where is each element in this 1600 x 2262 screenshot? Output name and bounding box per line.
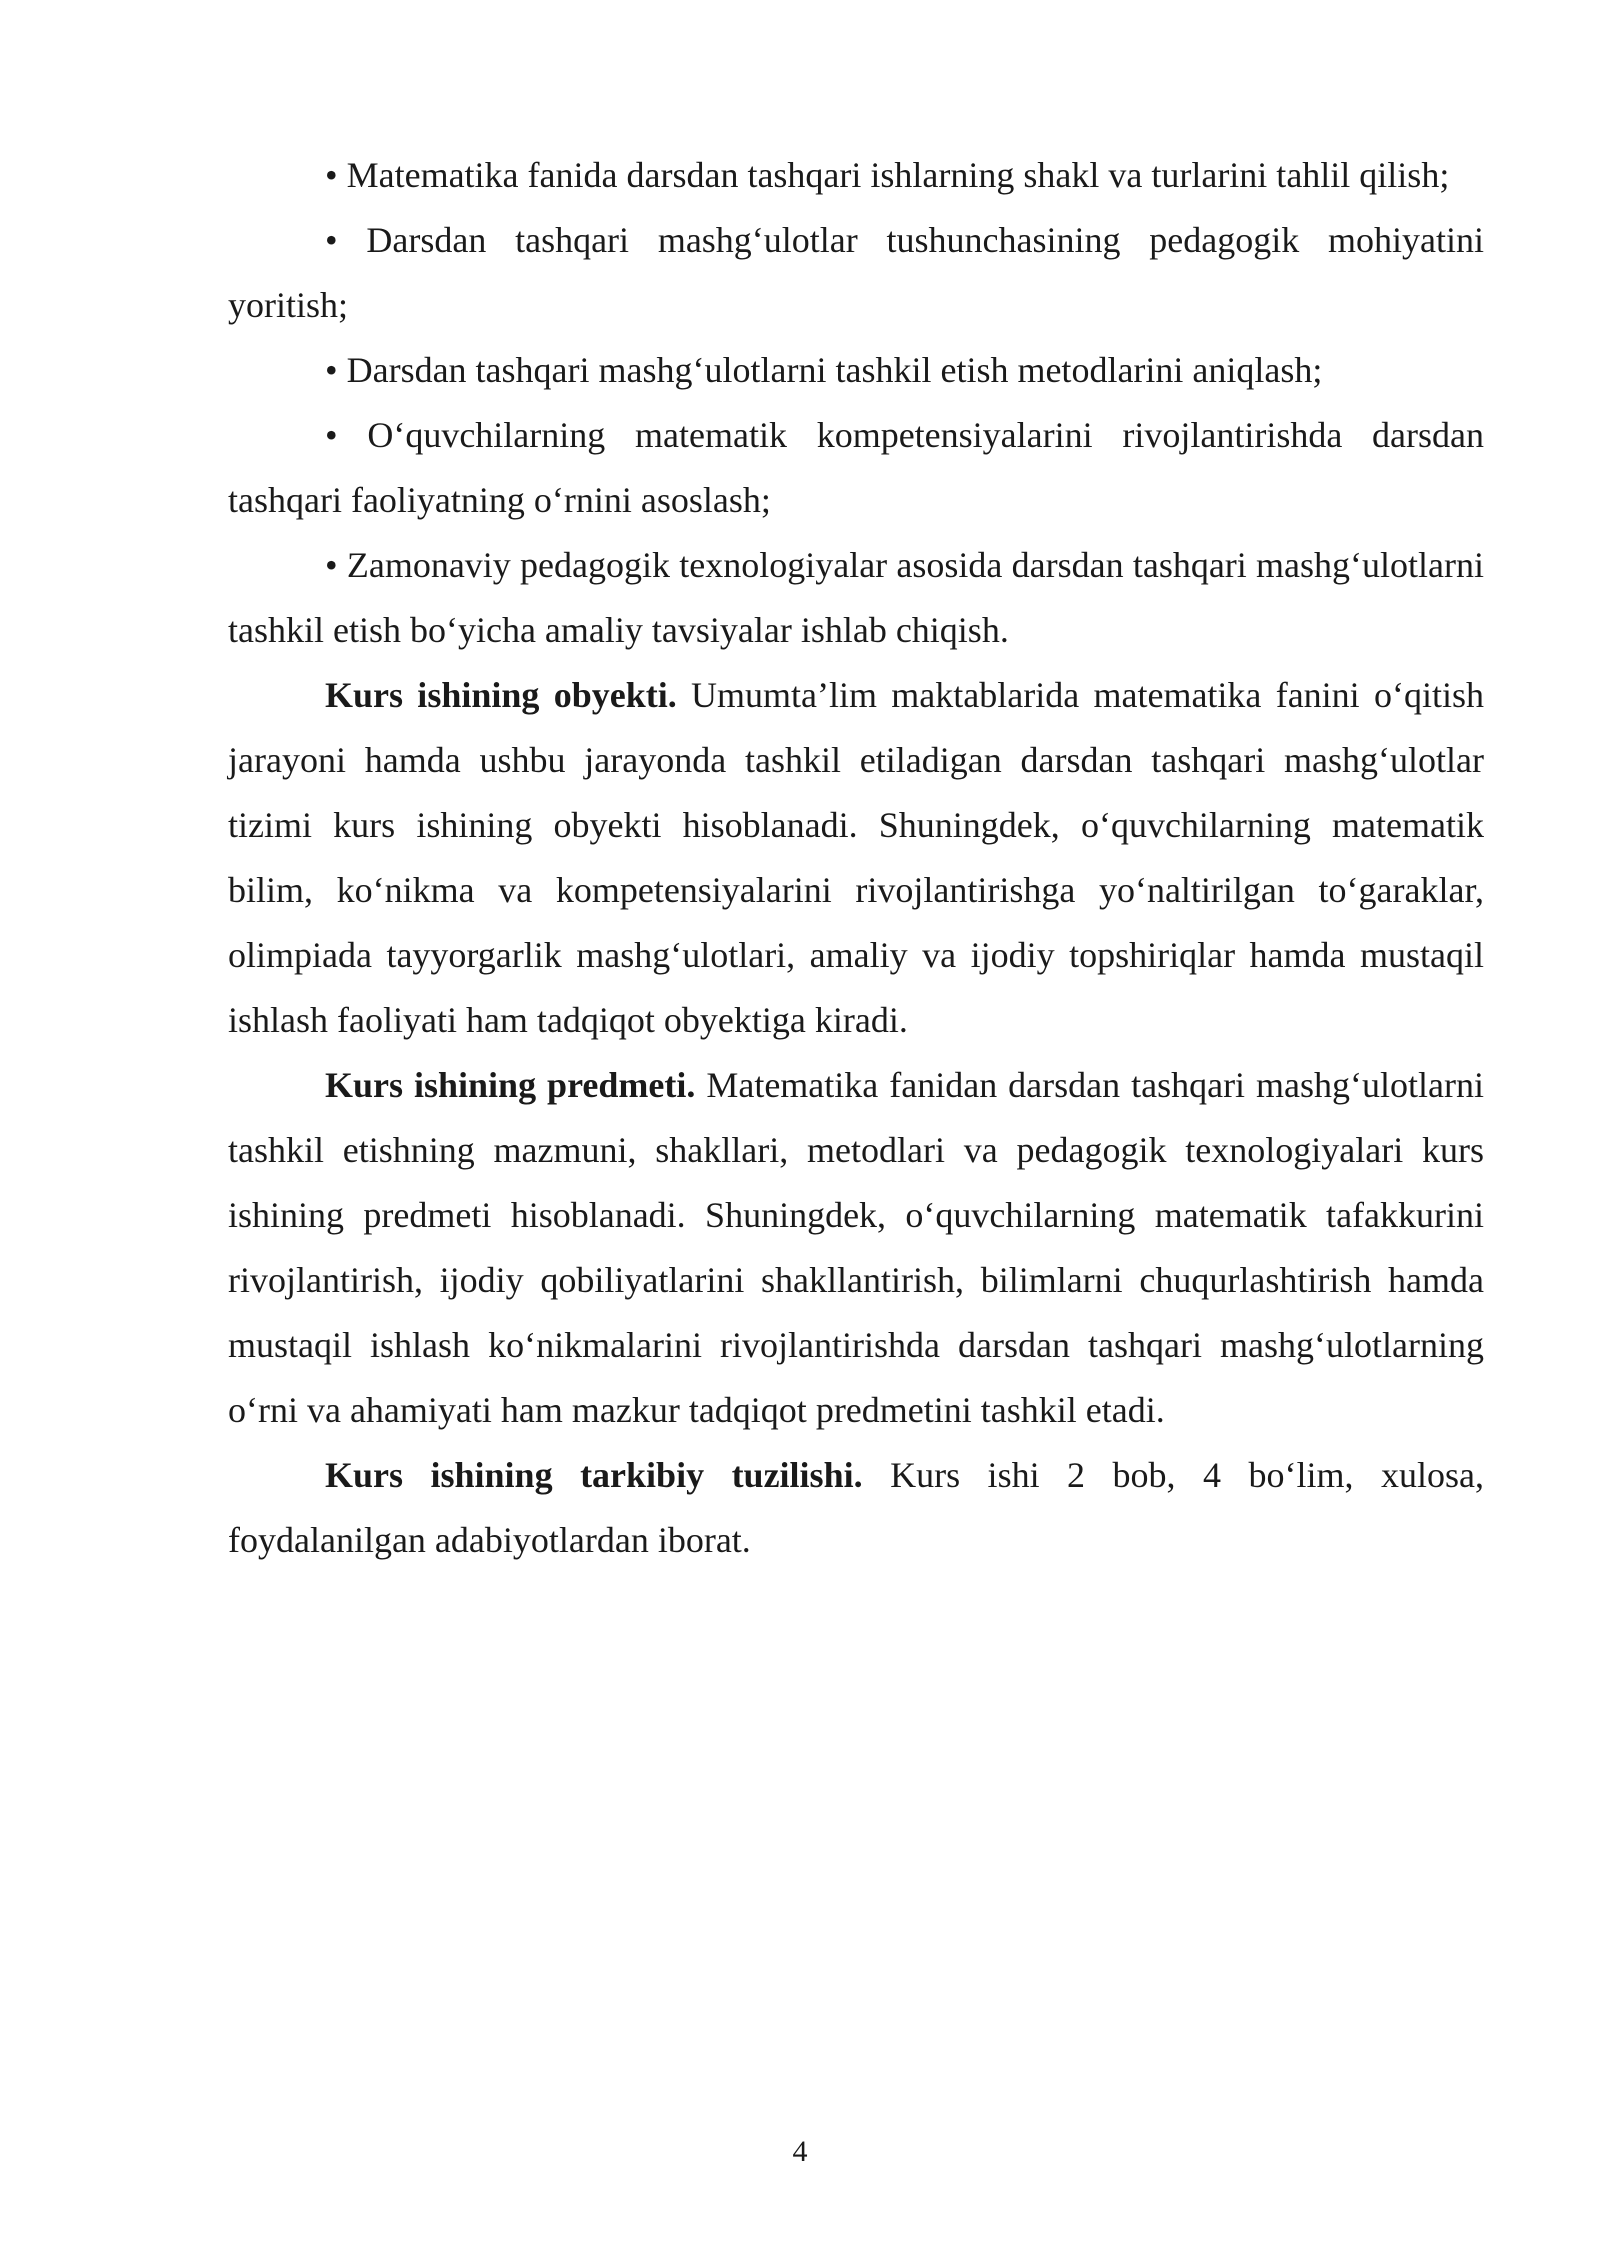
bullet-item: • Matematika fanida darsdan tashqari ishlarning shakl va turlarini tahlil qilish;	[325, 155, 1450, 195]
structure-paragraph	[228, 1443, 1484, 1573]
subject-heading: Kurs ishining predmeti.	[325, 1065, 696, 1105]
subject-paragraph	[228, 1053, 1484, 1443]
bullet-item: • Darsdan tashqari mashg‘ulotlarni tashkil etish metodlarini aniqlash;	[325, 350, 1323, 390]
page-content	[228, 143, 1484, 1573]
subject-body: Matematika fanidan darsdan tashqari mashg‘ulotlarni tashkil etishning mazmuni, shakllari, metodlari va pedagogik texnologiyalari kurs ishining predmeti hisoblanadi. Shuningdek, o‘quvchilarning matematik tafakkurini rivojlantirish, ijodiy qobiliyatlarini shakllantirish, bilimlarni chuqurlashtirish hamda mustaqil ishlash ko‘nikmalarini rivojlantirishda darsdan tashqari mashg‘ulotlarning o‘rni va ahamiyati ham mazkur tadqiqot predmetini tashkil etadi.	[228, 1065, 1484, 1430]
bullet-item: • Zamonaviy pedagogik texnologiyalar asosida darsdan tashqari mashg‘ulotlarni tashkil etish bo‘yicha amaliy tavsiyalar ishlab chiqish.	[228, 545, 1484, 650]
bullet-item: • Darsdan tashqari mashg‘ulotlar tushunchasining pedagogik mohiyatini yoritish;	[228, 220, 1484, 325]
object-body: Umumta’lim maktablarida matematika fanini o‘qitish jarayoni hamda ushbu jarayonda tashkil etiladigan darsdan tashqari mashg‘ulotlar tizimi kurs ishining obyekti hisoblanadi. Shuningdek, o‘quvchilarning matematik bilim, ko‘nikma va kompetensiyalarini rivojlantirishga yo‘naltirilgan to‘garaklar, olimpiada tayyorgarlik mashg‘ulotlari, amaliy va ijodiy topshiriqlar hamda mustaqil ishlash faoliyati ham tadqiqot obyektiga kiradi.	[228, 675, 1484, 1040]
object-heading: Kurs ishining obyekti.	[325, 675, 677, 715]
structure-heading: Kurs ishining tarkibiy tuzilishi.	[325, 1455, 863, 1495]
page-number: 4	[792, 2135, 808, 2168]
structure-body: Kurs ishi 2 bob, 4 bo‘lim, xulosa, foydalanilgan adabiyotlardan iborat.	[228, 1455, 1484, 1560]
bullet-item: • O‘quvchilarning matematik kompetensiyalarini rivojlantirishda darsdan tashqari faoliyatning o‘rnini asoslash;	[228, 415, 1484, 520]
object-paragraph	[228, 663, 1484, 1053]
